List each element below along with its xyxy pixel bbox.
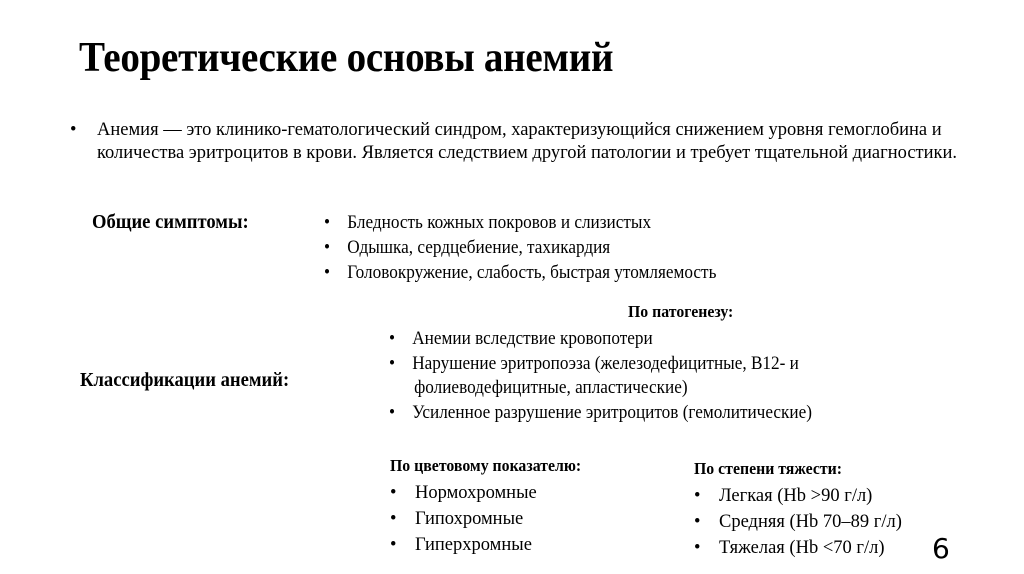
intro-paragraph	[70, 119, 990, 165]
severity-heading: По степени тяжести:	[694, 459, 843, 478]
color-index-heading: По цветовому показателю:	[390, 456, 582, 475]
symptoms-list	[324, 211, 716, 286]
list-item: • Анемии вследствие кровопотери	[389, 327, 812, 352]
list-item: • Тяжелая (Hb <70 г/л)	[694, 535, 902, 561]
slide-title: Теоретические основы анемий	[79, 35, 614, 81]
bullet-icon: •	[694, 538, 701, 558]
pathogenesis-list	[389, 327, 812, 425]
bullet-icon: •	[389, 402, 396, 423]
page-number: 6	[932, 532, 950, 565]
pathogenesis-heading: По патогенезу:	[628, 302, 734, 321]
severity-list	[694, 483, 902, 561]
bullet-icon: •	[694, 512, 701, 532]
bullet-icon: •	[390, 483, 397, 503]
list-item: • Нормохромные	[390, 480, 537, 506]
bullet-icon: •	[324, 263, 331, 283]
symptoms-label: Общие симптомы:	[92, 211, 249, 233]
bullet-icon: •	[694, 486, 701, 506]
bullet-icon: •	[390, 535, 397, 555]
list-item-continuation: фолиеводефицитные, апластические)	[414, 378, 688, 398]
list-item: • Усиленное разрушение эритроцитов (гемолитические)	[389, 401, 812, 426]
list-item: • Гипохромные	[390, 506, 537, 532]
list-item: • Одышка, сердцебиение, тахикардия	[324, 236, 716, 261]
bullet-icon: •	[389, 353, 396, 374]
bullet-icon: •	[390, 509, 397, 529]
color-index-list	[390, 480, 537, 558]
list-item: • Гиперхромные	[390, 532, 537, 558]
list-item: • Легкая (Hb >90 г/л)	[694, 483, 902, 509]
list-item: • Средняя (Hb 70–89 г/л)	[694, 509, 902, 535]
classification-label: Классификации анемий:	[80, 369, 290, 391]
list-item: • Бледность кожных покровов и слизистых	[324, 211, 716, 236]
bullet-icon: •	[324, 238, 331, 258]
bullet-icon: •	[389, 329, 396, 349]
intro-text: Анемия — это клинико-гематологический синдром, характеризующийся снижением уровня гемоглобина и количества эритроцитов в крови. Является следствием другой патологии и требует тщательной диагностики.	[97, 120, 958, 163]
list-item: • Головокружение, слабость, быстрая утомляемость	[324, 261, 716, 286]
bullet-icon: •	[324, 213, 331, 233]
bullet-icon: •	[70, 120, 77, 140]
list-item: • Нарушение эритропоэза (железодефицитные, В12- и	[389, 352, 812, 377]
